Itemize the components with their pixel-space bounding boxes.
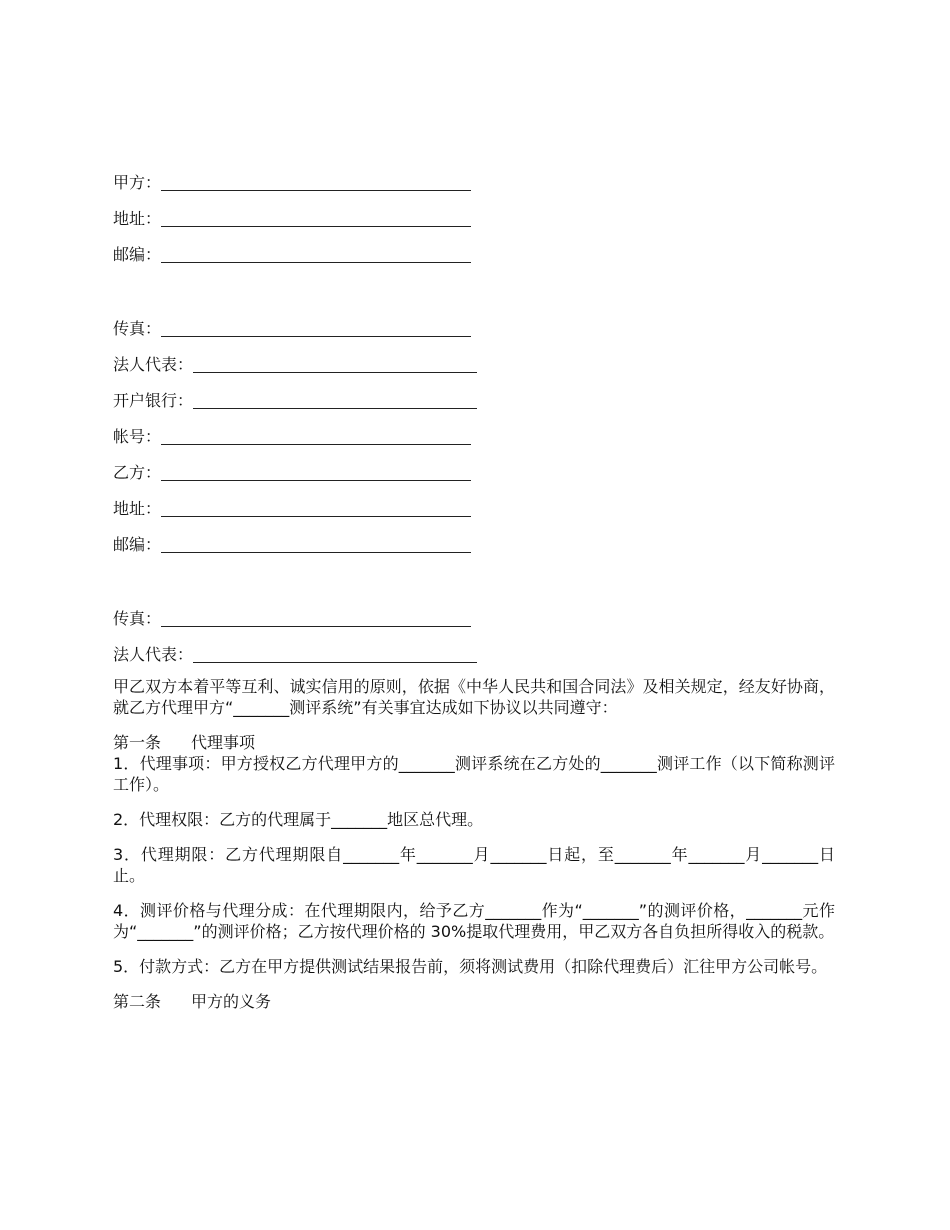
party-b-postcode-field — [113, 522, 835, 558]
party-a-bank-blank — [193, 389, 477, 409]
party-b-blank — [161, 461, 471, 481]
article-1-item-5: 5．付款方式：乙方在甲方提供测试结果报告前，须将测试费用（扣除代理费后）汇往甲方公司帐号。 — [113, 957, 828, 976]
article-2-number: 第二条 — [113, 992, 162, 1011]
party-a-fax-blank — [161, 317, 471, 337]
party-b-fax-field — [113, 596, 835, 632]
article-1-item-2: 2．代理权限：乙方的代理属于_______地区总代理。 — [113, 810, 484, 829]
contract-body — [113, 160, 835, 1012]
party-a-blank — [161, 171, 471, 191]
party-b-fax-blank — [161, 607, 471, 627]
article-1-item-1: 1．代理事项：甲方授权乙方代理甲方的_______测评系统在乙方处的_______测评工作（以下简称测评工作）。 — [113, 754, 835, 794]
party-a-postcode-field — [113, 232, 835, 268]
party-b-legal-rep-label: 法人代表： — [113, 645, 194, 664]
party-a-address-field — [113, 196, 835, 232]
party-a-account-field — [113, 414, 835, 450]
party-a-legal-rep-field — [113, 342, 835, 378]
party-a-fax-field — [113, 306, 835, 342]
party-a-postcode-blank — [161, 243, 471, 263]
party-a-legal-rep-label: 法人代表： — [113, 355, 194, 374]
party-a-postcode-label: 邮编： — [113, 245, 162, 264]
party-a-address-blank — [161, 207, 471, 227]
party-b-postcode-label: 邮编： — [113, 535, 162, 554]
party-b-field — [113, 450, 835, 486]
party-b-address-blank — [161, 497, 471, 517]
article-1-item-4: 4．测评价格与代理分成：在代理期限内，给予乙方_______作为“_______”的测评价格，_______元作为“_______”的测评价格；乙方按代理价格的 30%提取代理费用，甲乙双方各自负担所得收入的税款。 — [113, 901, 835, 941]
party-b-fax-label: 传真： — [113, 609, 162, 628]
party-a-bank-field — [113, 378, 835, 414]
party-b-address-label: 地址： — [113, 499, 162, 518]
article-2-heading — [113, 991, 835, 1012]
party-a-fax-label: 传真： — [113, 319, 162, 338]
party-a-legal-rep-blank — [193, 353, 477, 373]
party-a-address-label: 地址： — [113, 209, 162, 228]
party-b-legal-rep-field — [113, 632, 835, 668]
party-a-account-label: 帐号： — [113, 427, 162, 446]
party-a-bank-label: 开户银行： — [113, 391, 194, 410]
article-1-item-3: 3．代理期限：乙方代理期限自_______年_______月_______日起，至_______年_______月_______日止。 — [113, 845, 835, 885]
party-a-account-blank — [161, 425, 471, 445]
article-1-heading — [113, 732, 835, 753]
party-a-label: 甲方： — [113, 173, 162, 192]
party-b-legal-rep-blank — [193, 643, 477, 663]
party-b-postcode-blank — [161, 533, 471, 553]
article-1-number: 第一条 — [113, 733, 162, 752]
article-2-title: 甲方的义务 — [191, 992, 272, 1011]
party-a-field — [113, 160, 835, 196]
article-1-title: 代理事项 — [191, 733, 256, 752]
preamble-paragraph: 甲乙双方本着平等互利、诚实信用的原则，依据《中华人民共和国合同法》及相关规定，经友好协商，就乙方代理甲方“_______测评系统”有关事宜达成如下协议以共同遵守： — [113, 677, 835, 717]
party-b-label: 乙方： — [113, 463, 162, 482]
party-b-address-field — [113, 486, 835, 522]
